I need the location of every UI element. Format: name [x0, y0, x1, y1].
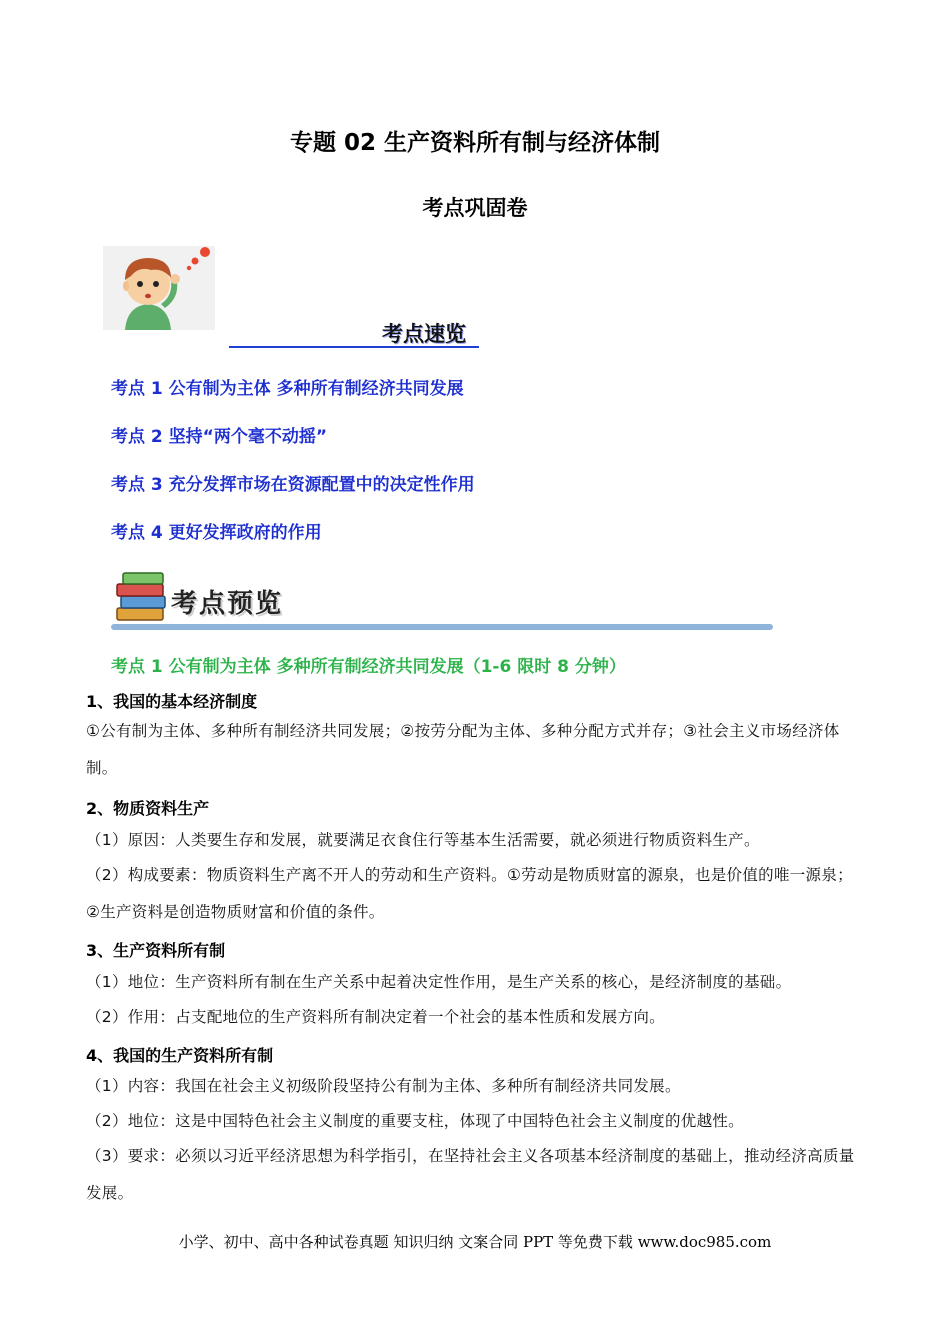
paragraph: （2）作用：占支配地位的生产资料所有制决定着一个社会的基本性质和发展方向。 — [86, 1008, 665, 1026]
paragraph: （1）地位：生产资料所有制在生产关系中起着决定性作用，是生产关系的核心，是经济制度的基础。 — [86, 973, 792, 991]
page-title: 专题 02 生产资料所有制与经济体制 — [289, 130, 661, 156]
section-heading-1: 1、我国的基本经济制度 — [86, 692, 258, 711]
thinking-boy-icon — [103, 246, 215, 330]
section-heading-4: 4、我国的生产资料所有制 — [86, 1046, 274, 1065]
paragraph: （2）构成要素：物质资料生产离不开人的劳动和生产资料。①劳动是物质财富的源泉，也是价值的唯一源泉；②生产资料是创造物质财富和价值的条件。 — [86, 866, 853, 921]
section-heading-2: 2、物质资料生产 — [86, 799, 210, 818]
paragraph: （2）地位：这是中国特色社会主义制度的重要支柱，体现了中国特色社会主义制度的优越性。 — [86, 1112, 744, 1130]
paragraph: ①公有制为主体、多种所有制经济共同发展；②按劳分配为主体、多种分配方式并存；③社会主义市场经济体制。 — [86, 722, 840, 777]
section-heading-3: 3、生产资料所有制 — [86, 941, 226, 960]
paragraph: （1）内容：我国在社会主义初级阶段坚持公有制为主体、多种所有制经济共同发展。 — [86, 1077, 681, 1095]
page-footer: 小学、初中、高中各种试卷真题 知识归纳 文案合同 PPT 等免费下载 www.doc985.com — [178, 1233, 772, 1251]
toc-item-1: 考点 1 公有制为主体 多种所有制经济共同发展 — [111, 379, 464, 399]
toc-item-4: 考点 4 更好发挥政府的作用 — [111, 523, 322, 543]
paragraph: （1）原因：人类要生存和发展，就要满足衣食住行等基本生活需要，就必须进行物质资料生产。 — [86, 831, 760, 849]
page-subtitle: 考点巩固卷 — [422, 196, 528, 220]
overview-heading-text: 考点速览 — [382, 322, 466, 346]
overview-heading — [229, 318, 479, 348]
paragraph: （3）要求：必须以习近平经济思想为科学指引，在坚持社会主义各项基本经济制度的基础上，推动经济高质量发展。 — [86, 1147, 855, 1202]
preview-banner — [111, 568, 776, 634]
toc-item-2: 考点 2 坚持“两个毫不动摇” — [111, 427, 328, 447]
section-1-title: 考点 1 公有制为主体 多种所有制经济共同发展（1-6 限时 8 分钟） — [111, 657, 626, 677]
toc-item-3: 考点 3 充分发挥市场在资源配置中的决定性作用 — [111, 475, 475, 495]
preview-banner-text: 考点预览 — [171, 589, 284, 619]
